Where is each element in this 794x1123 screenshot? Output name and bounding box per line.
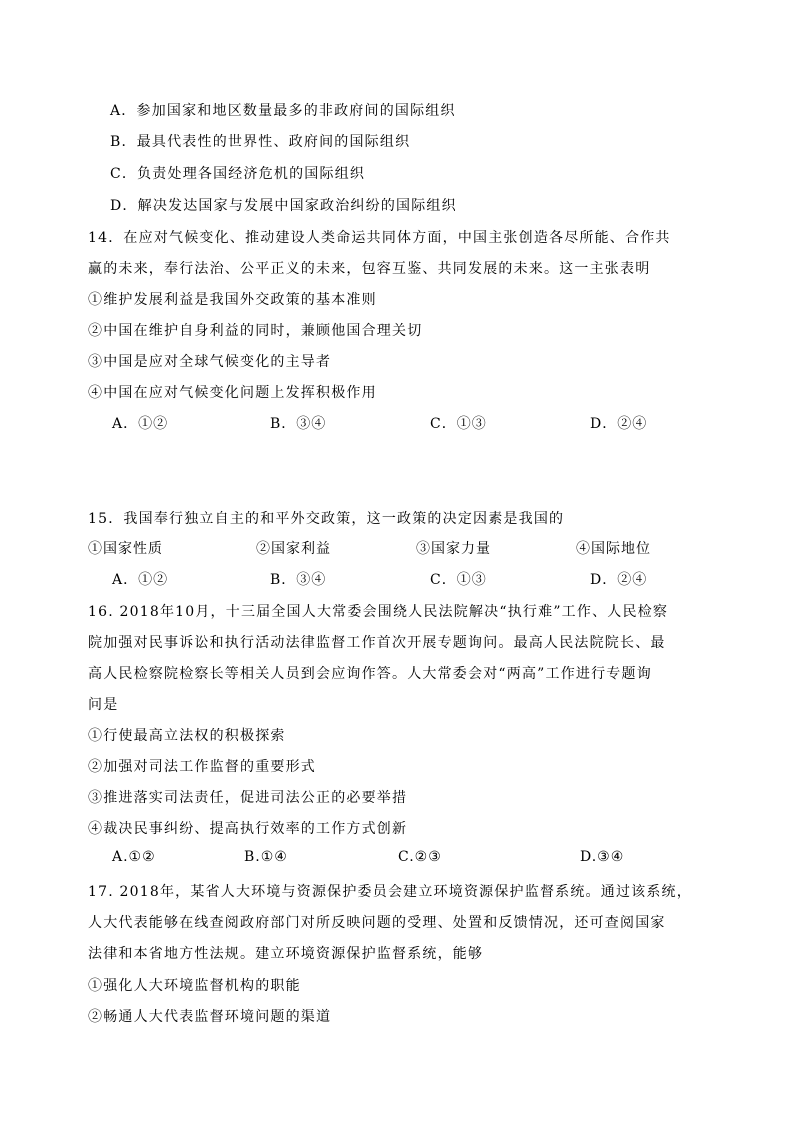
q16-item-1: ①行使最高立法权的积极探索 <box>88 728 286 744</box>
q14-item-2: ②中国在维护自身利益的同时，兼顾他国合理关切 <box>88 323 423 339</box>
q14-choice-a: A．①② <box>112 416 169 432</box>
q15-item-2: ②国家利益 <box>256 541 331 557</box>
q16-item-4: ④裁决民事纠纷、提高执行效率的工作方式创新 <box>88 821 408 837</box>
q15-item-4: ④国际地位 <box>576 541 651 557</box>
q15-choice-a: A．①② <box>112 572 169 588</box>
q14-choice-c: C．①③ <box>430 416 487 432</box>
q16-choice-c: C.②③ <box>398 849 442 865</box>
q15-item-3: ③国家力量 <box>416 541 491 557</box>
q16-choice-a: A.①② <box>112 849 156 865</box>
q15-choice-d: D．②④ <box>590 572 648 588</box>
q14-choice-d: D．②④ <box>590 416 648 432</box>
q14-item-1: ①维护发展利益是我国外交政策的基本准则 <box>88 292 377 308</box>
q13-option-a: A．参加国家和地区数量最多的非政府间的国际组织 <box>110 103 456 119</box>
q13-option-c: C．负责处理各国经济危机的国际组织 <box>110 166 366 182</box>
q16-item-3: ③推进落实司法责任，促进司法公正的必要举措 <box>88 790 408 806</box>
q16-stem-line-3: 高人民检察院检察长等相关人员到会应询作答。人大常委会对“两高”工作进行专题询 <box>88 666 652 682</box>
q17-item-1: ①强化人大环境监督机构的职能 <box>88 978 301 994</box>
q13-option-b: B．最具代表性的世界性、政府间的国际组织 <box>110 134 411 150</box>
q15-stem: 15．我国奉行独立自主的和平外交政策，这一政策的决定因素是我国的 <box>88 511 565 527</box>
q17-stem-line-2: 人大代表能够在线查阅政府部门对所反映问题的受理、处置和反馈情况，还可查阅国家 <box>88 915 666 931</box>
q14-stem-line-2: 赢的未来，奉行法治、公平正义的未来，包容互鉴、共同发展的未来。这一主张表明 <box>88 261 651 277</box>
q14-stem-line-1: 14．在应对气候变化、推动建设人类命运共同体方面，中国主张创造各尽所能、合作共 <box>88 230 671 246</box>
q14-item-3: ③中国是应对全球气候变化的主导者 <box>88 354 332 370</box>
q15-choice-b: B．③④ <box>270 572 327 588</box>
q16-choice-d: D.③④ <box>580 849 625 865</box>
q15-choice-c: C．①③ <box>430 572 487 588</box>
q14-item-4: ④中国在应对气候变化问题上发挥积极作用 <box>88 385 377 401</box>
q14-choice-b: B．③④ <box>270 416 327 432</box>
q15-item-1: ①国家性质 <box>88 541 163 557</box>
q16-stem-line-1: 16. 2018年10月，十三届全国人大常委会围绕人民法院解决“执行难”工作、人民检察 <box>88 604 669 620</box>
q16-choice-b: B.①④ <box>244 849 288 865</box>
q17-item-2: ②畅通人大代表监督环境问题的渠道 <box>88 1009 332 1025</box>
q13-option-d: D．解决发达国家与发展中国家政治纠纷的国际组织 <box>110 198 457 214</box>
q16-stem-line-2: 院加强对民事诉讼和执行活动法律监督工作首次开展专题询问。最高人民法院院长、最 <box>88 635 666 651</box>
q16-stem-line-4: 问是 <box>88 697 119 713</box>
q17-stem-line-1: 17. 2018年，某省人大环境与资源保护委员会建立环境资源保护监督系统。通过该系统， <box>88 884 692 900</box>
q17-stem-line-3: 法律和本省地方性法规。建立环境资源保护监督系统，能够 <box>88 946 484 962</box>
q16-item-2: ②加强对司法工作监督的重要形式 <box>88 759 316 775</box>
